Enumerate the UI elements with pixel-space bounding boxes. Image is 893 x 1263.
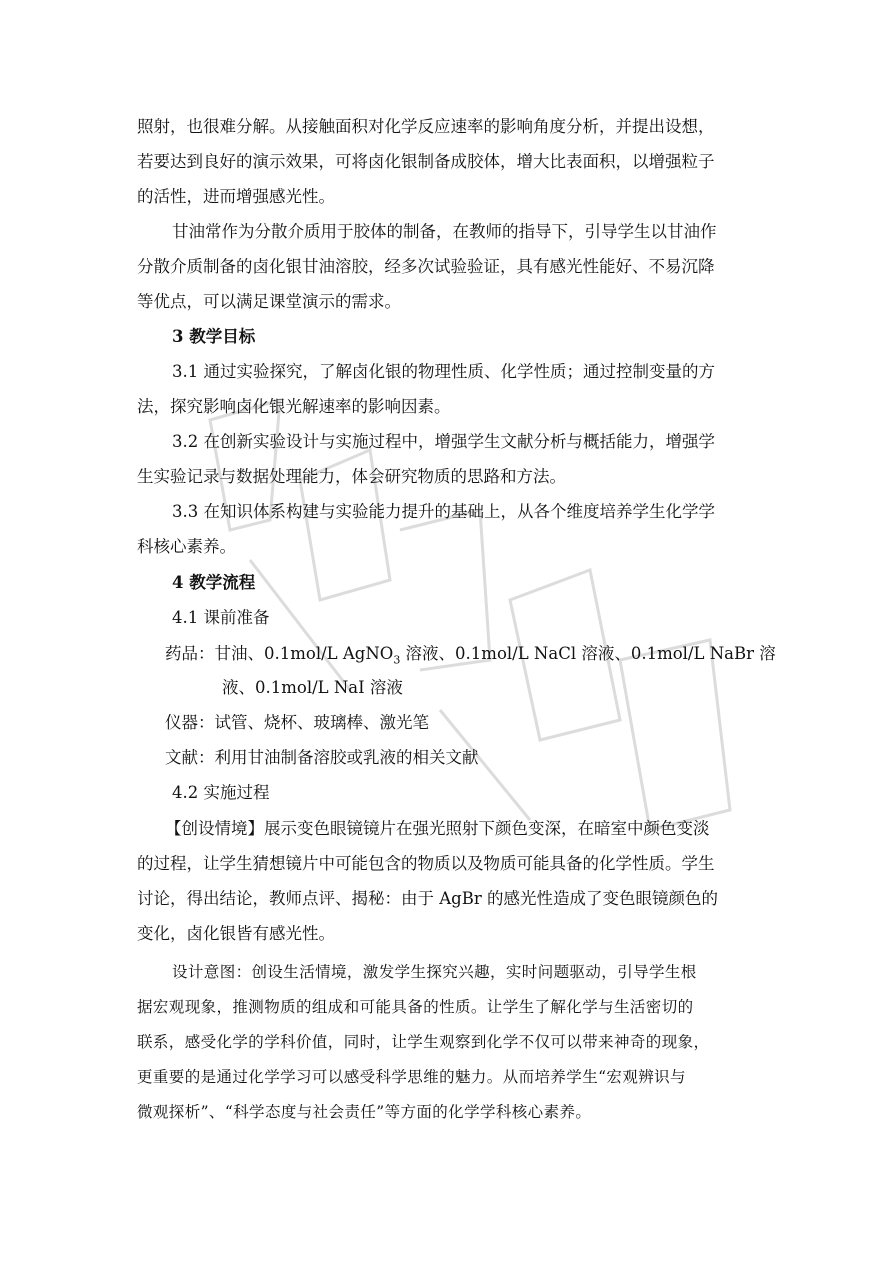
- section-heading: 3 教学目标: [172, 327, 256, 346]
- subsection-heading: 4.1 课前准备: [172, 608, 270, 627]
- para-line: 3.3 在知识体系构建与实验能力提升的基础上，从各个维度培养学生化学学: [172, 502, 715, 521]
- materials-text: 药品：甘油、0.1mol/L AgNO: [165, 644, 394, 663]
- materials-line: [165, 643, 785, 671]
- para-line: 甘油常作为分散介质用于胶体的制备，在教师的指导下，引导学生以甘油作: [172, 222, 717, 241]
- section-heading: 4 教学流程: [172, 573, 256, 592]
- para-line: 分散介质制备的卤化银甘油溶胶，经多次试验验证，具有感光性能好、不易沉降: [137, 257, 715, 276]
- para-line: 仪器：试管、烧杯、玻璃棒、激光笔: [165, 713, 429, 732]
- para-line: 变化，卤化银皆有感光性。: [137, 924, 335, 943]
- para-line: 【创设情境】展示变色眼镜镜片在强光照射下颜色变深，在暗室中颜色变淡: [165, 819, 710, 838]
- design-note-line: 设计意图：创设生活情境，激发学生探究兴趣，实时问题驱动，引导学生根: [172, 963, 697, 981]
- para-line: 的过程，让学生猜想镜片中可能包含的物质以及物质可能具备的化学性质。学生: [137, 854, 715, 873]
- design-note-line: 联系，感受化学的学科价值，同时，让学生观察到化学不仅可以带来神奇的现象，: [137, 1033, 710, 1051]
- para-line: 的活性，进而增强感光性。: [137, 187, 335, 206]
- para-line: 液、0.1mol/L NaI 溶液: [222, 678, 403, 697]
- para-line: 等优点，可以满足课堂演示的需求。: [137, 292, 401, 311]
- para-line: 讨论，得出结论，教师点评、揭秘：由于 AgBr 的感光性造成了变色眼镜颜色的: [137, 889, 718, 908]
- para-line: 文献：利用甘油制备溶胶或乳液的相关文献: [165, 748, 479, 767]
- design-note-line: 据宏观现象，推测物质的组成和可能具备的性质。让学生了解化学与生活密切的: [137, 998, 694, 1016]
- design-note-line: 微观探析”、“科学态度与社会责任”等方面的化学学科核心素养。: [137, 1103, 592, 1121]
- para-line: 3.2 在创新实验设计与实施过程中，增强学生文献分析与概括能力，增强学: [172, 432, 715, 451]
- para-line: 若要达到良好的演示效果，可将卤化银制备成胶体，增大比表面积，以增强粒子: [137, 152, 715, 171]
- para-line: 法，探究影响卤化银光解速率的影响因素。: [137, 397, 451, 416]
- para-line: 3.1 通过实验探究，了解卤化银的物理性质、化学性质；通过控制变量的方: [172, 362, 715, 381]
- para-line: 照射，也很难分解。从接触面积对化学反应速率的影响角度分析，并提出设想，: [137, 117, 715, 136]
- para-line: 生实验记录与数据处理能力，体会研究物质的思路和方法。: [137, 467, 566, 486]
- subscript: 3: [393, 653, 401, 667]
- design-note-line: 更重要的是通过化学学习可以感受科学思维的魅力。从而培养学生“宏观辨识与: [137, 1068, 686, 1086]
- subsection-heading: 4.2 实施过程: [172, 783, 270, 802]
- para-line: 科核心素养。: [137, 537, 236, 556]
- materials-text-cont: 溶液、0.1mol/L NaCl 溶液、0.1mol/L NaBr 溶: [400, 644, 776, 663]
